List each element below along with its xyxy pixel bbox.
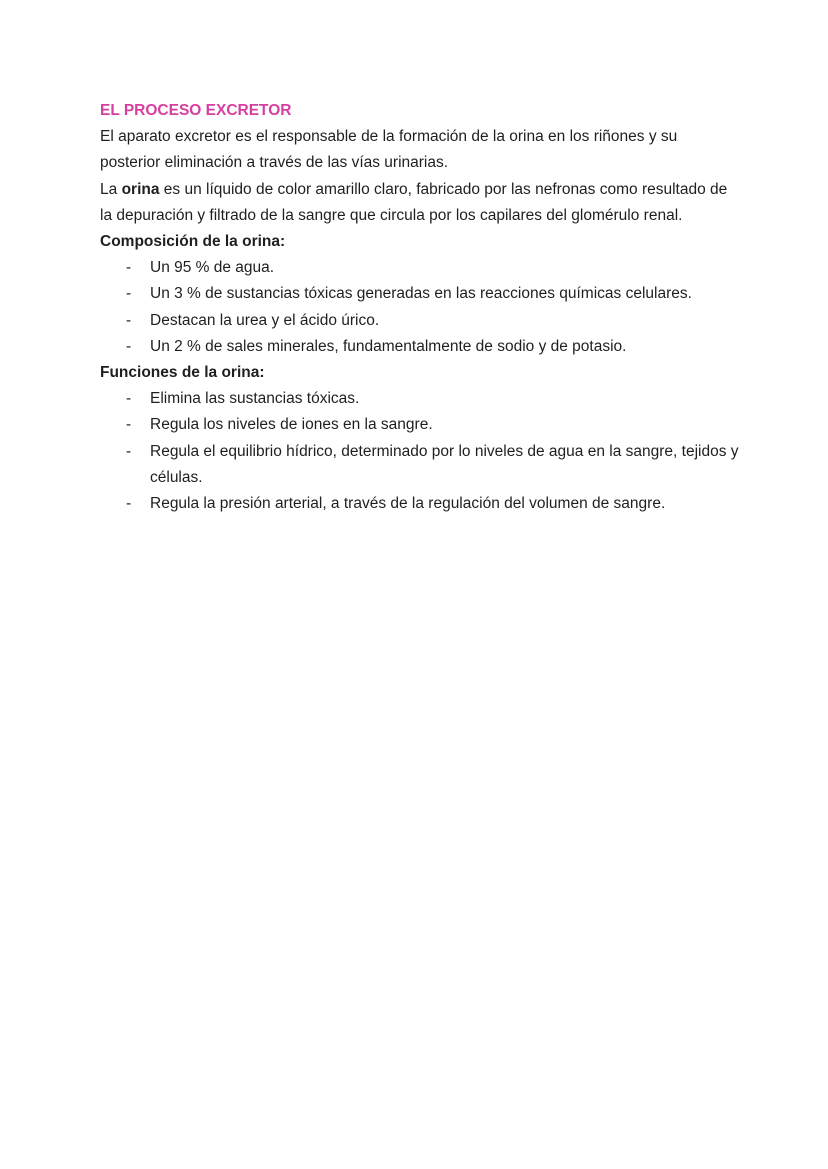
- funciones-heading: Funciones de la orina:: [100, 364, 265, 382]
- orina-bold-term: orina: [121, 180, 160, 198]
- intro-paragraph: El aparato excretor es el responsable de la formación de la orina en los riñones y su posterior eliminación a través de las vías urinarias.: [100, 128, 678, 172]
- list-item: [100, 439, 740, 491]
- bullet-dash: -: [126, 390, 132, 408]
- list-item-text: Un 3 % de sustancias tóxicas generadas en las reacciones químicas celulares.: [150, 285, 692, 303]
- list-item: [100, 491, 740, 517]
- list-item-text: Un 2 % de sales minerales, fundamentalmente de sodio y de potasio.: [150, 337, 627, 355]
- list-item-text: Un 95 % de agua.: [150, 259, 275, 277]
- list-item: [100, 281, 740, 307]
- document-body: [100, 98, 740, 517]
- orina-definition: es un líquido de color amarillo claro, fabricado por las nefronas como resultado de la depuración y filtrado de la sangre que circula por los capilares del glomérulo renal.: [100, 180, 728, 224]
- list-item-text: Regula el equilibrio hídrico, determinado por lo niveles de agua en la sangre, tejidos y células.: [150, 442, 739, 486]
- composicion-list: [100, 255, 740, 360]
- bullet-dash: -: [126, 311, 132, 329]
- bullet-dash: -: [126, 337, 132, 355]
- list-item-text: Destacan la urea y el ácido úrico.: [150, 311, 380, 329]
- bullet-dash: -: [126, 259, 132, 277]
- bullet-dash: -: [126, 285, 132, 303]
- list-item: [100, 334, 740, 360]
- orina-paragraph: [100, 177, 740, 229]
- list-item: [100, 255, 740, 281]
- list-item-text: Elimina las sustancias tóxicas.: [150, 390, 360, 408]
- funciones-list: [100, 386, 740, 517]
- list-item-text: Regula la presión arterial, a través de la regulación del volumen de sangre.: [150, 495, 666, 513]
- bullet-dash: -: [126, 495, 132, 513]
- list-item: [100, 412, 740, 438]
- orina-prefix: La: [100, 180, 122, 198]
- list-item: [100, 386, 740, 412]
- list-item-text: Regula los niveles de iones en la sangre.: [150, 416, 433, 434]
- bullet-dash: -: [126, 442, 132, 460]
- bullet-dash: -: [126, 416, 132, 434]
- document-title: EL PROCESO EXCRETOR: [100, 102, 292, 119]
- list-item: [100, 308, 740, 334]
- composicion-heading: Composición de la orina:: [100, 233, 286, 251]
